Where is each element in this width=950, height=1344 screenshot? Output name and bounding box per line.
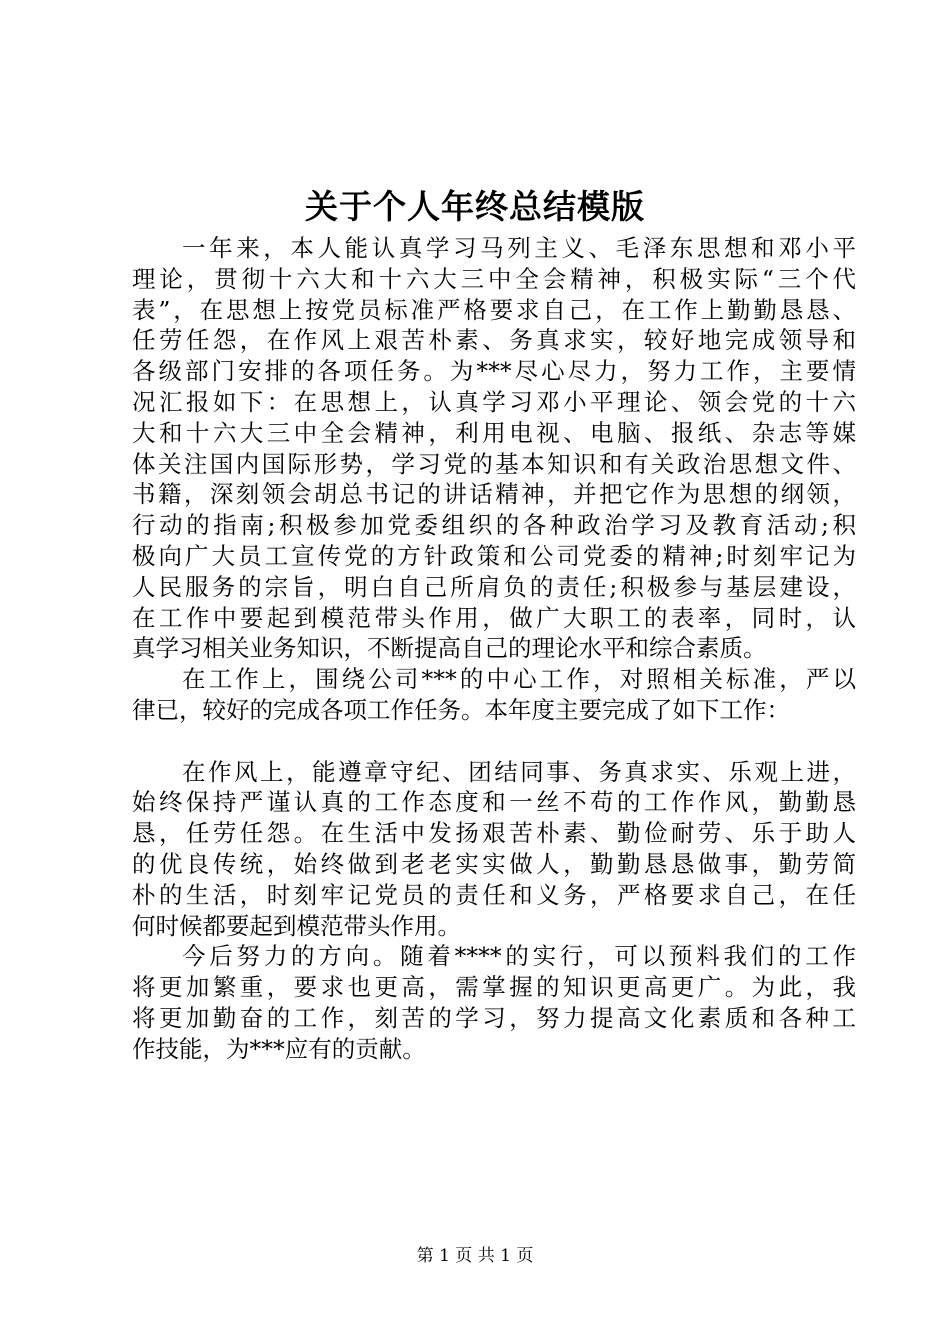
text-line: 行动的指南;积极参加党委组织的各种政治学习及教育活动;积 xyxy=(132,511,856,540)
text-line: 各级部门安排的各项任务。为***尽心尽力，努力工作，主要情 xyxy=(132,357,856,386)
paragraph-1 xyxy=(132,233,856,664)
text-line: 理论，贯彻十六大和十六大三中全会精神，积极实际“三个代 xyxy=(132,264,856,293)
document-body xyxy=(132,233,856,1065)
text-line: 作技能，为***应有的贡献。 xyxy=(132,1034,426,1063)
text-line: 将更加繁重，要求也更高，需掌握的知识更高更广。为此，我 xyxy=(132,973,856,1002)
page-number-footer: 第 1 页 共 1 页 xyxy=(416,1246,534,1266)
text-line: 在作风上，能遵章守纪、团结同事、务真求实、乐观上进， xyxy=(182,757,856,786)
paragraph-3 xyxy=(132,757,856,942)
text-line: 恳，任劳任怨。在生活中发扬艰苦朴素、勤俭耐劳、乐于助人 xyxy=(132,819,856,848)
text-line: 况汇报如下：在思想上，认真学习邓小平理论、领会党的十六 xyxy=(132,387,856,416)
text-line: 在工作上，围绕公司***的中心工作，对照相关标准，严以 xyxy=(182,665,856,694)
text-line: 将更加勤奋的工作，刻苦的学习，努力提高文化素质和各种工 xyxy=(132,1003,856,1032)
text-line: 何时候都要起到模范带头作用。 xyxy=(132,911,461,940)
text-line: 体关注国内国际形势，学习党的基本知识和有关政治思想文件、 xyxy=(132,449,856,478)
text-line: 大和十六大三中全会精神，利用电视、电脑、报纸、杂志等媒 xyxy=(132,418,856,447)
text-line: 极向广大员工宣传党的方针政策和公司党委的精神;时刻牢记为 xyxy=(132,541,856,570)
text-line: 始终保持严谨认真的工作态度和一丝不苟的工作作风，勤勤恳 xyxy=(132,788,856,817)
paragraph-2 xyxy=(132,664,856,726)
text-line: 书籍，深刻领会胡总书记的讲话精神，并把它作为思想的纲领， xyxy=(132,480,856,509)
text-line: 表”，在思想上按党员标准严格要求自己，在工作上勤勤恳恳、 xyxy=(132,295,856,324)
text-line: 律已，较好的完成各项工作任务。本年度主要完成了如下工作： xyxy=(132,695,790,724)
document-title: 关于个人年终总结模版 xyxy=(305,187,645,226)
text-line: 今后努力的方向。随着****的实行，可以预料我们的工作 xyxy=(182,942,856,971)
text-line: 在工作中要起到模范带头作用，做广大职工的表率，同时，认 xyxy=(132,603,856,632)
blank-line xyxy=(132,726,856,757)
text-line: 真学习相关业务知识，不断提高自己的理论水平和综合素质。 xyxy=(132,634,767,663)
text-line: 的优良传统，始终做到老老实实做人，勤勤恳恳做事，勤劳简 xyxy=(132,849,856,878)
text-line: 人民服务的宗旨，明白自己所肩负的责任;积极参与基层建设， xyxy=(132,572,856,601)
text-line: 朴的生活，时刻牢记党员的责任和义务，严格要求自己，在任 xyxy=(132,880,856,909)
text-line: 一年来，本人能认真学习马列主义、毛泽东思想和邓小平 xyxy=(182,234,856,262)
text-line: 任劳任怨，在作风上艰苦朴素、务真求实，较好地完成领导和 xyxy=(132,326,856,355)
paragraph-4 xyxy=(132,941,856,1064)
